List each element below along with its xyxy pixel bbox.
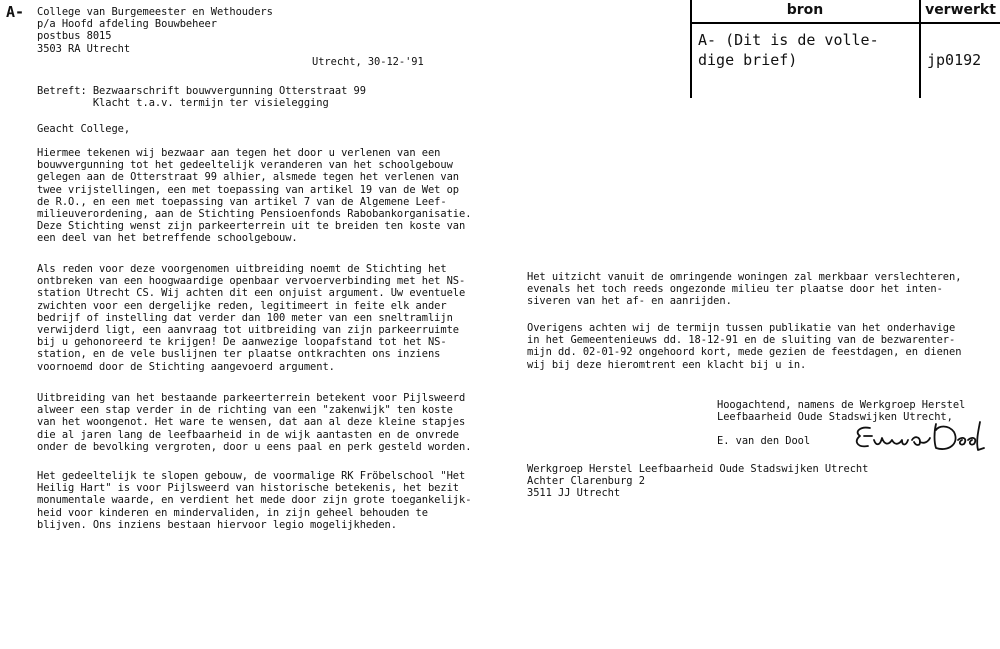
paragraph-objection: Hiermee tekenen wij bezwaar aan tegen het door u verlenen van een bouwvergunning tot het gedeeltelijk veranderen van het schoolgebouw gelegen aan de Otterstraat 99 alhier, alsmede tegen het verlenen van twee vrijstellingen, een met toepassing van artikel 19 van de Wet op de R.O., en een met toepassing van artikel 7 van de Algemene Leef- milieuverordening, aan de Stichting Pensioenfonds Rabobankorganisatie. Deze Stichting wenst zijn parkeerterrein uit te breiden ten koste van een deel van het betreffende schoolgebouw. (37, 147, 472, 245)
closing: Hoogachtend, namens de Werkgroep Herstel Leefbaarheid Oude Stadswijken Utrecht, (717, 399, 966, 424)
bron-header: bron (692, 0, 919, 24)
paragraph-view: Het uitzicht vanuit de omringende woningen zal merkbaar verslechteren, evenals het toch reeds ongezonde milieu ter plaatse door het inten- siveren van het af- en aanrijden. (527, 271, 962, 308)
paragraph-reason: Als reden voor deze voorgenomen uitbreiding noemt de Stichting het ontbreken van een hoogwaardige openbaar vervoerverbinding met het NS- station Utrecht CS. Wij achten dit een onjuist argument. Uw eventuele zwichten voor een dergelijke reden, legitimeert in feite elk ander bedrijf of instelling dat verder dan 100 meter van een sneltramlijn verwijderd ligt, een aanvraag tot uitbreiding van zijn parkeerruimte bij u gehonoreerd te krijgen! De aanwezige loopafstand tot het NS- station, en de vele buslijnen ter plaatse ontkrachten ons inziens voornoemd door de Stichting aangevoerd argument. (37, 263, 466, 373)
signer-name: E. van den Dool (717, 435, 811, 447)
paragraph-expansion: Uitbreiding van het bestaande parkeerterrein betekent voor Pijlsweerd alweer een stap verder in de richting van een "zakenwijk" ten koste van het woongenot. Het ware te wensen, dat aan al deze kleine stapjes die al jaren lang de leefbaarheid in de wijk aantasten en de onvrede onder de bevolking vergroten, door u eens paal en perk gesteld worden. (37, 392, 472, 453)
recipient-address: College van Burgemeester en Wethouders p/a Hoofd afdeling Bouwbeheer postbus 8015 3503 RA Utrecht (37, 6, 273, 55)
bron-value: A- (Dit is de volle- dige brief) (698, 31, 879, 69)
verwerkt-value: jp0192 (927, 51, 982, 69)
paragraph-building: Het gedeeltelijk te slopen gebouw, de voormalige RK Fröbelschool "Het Heilig Hart" is voor Pijlsweerd van historische betekenis, het bezit monumentale waarde, en verdient het mede door zijn grote toegankelijk- heid voor kinderen en mindervaliden, in zijn geheel behouden te blijven. Ons inziens bestaan hiervoor legio mogelijkheden. (37, 470, 472, 531)
handwritten-signature (850, 418, 986, 454)
sender-address: Werkgroep Herstel Leefbaarheid Oude Stadswijken Utrecht Achter Clarenburg 2 3511 JJ Utrecht (527, 463, 869, 500)
document-marker: A- (6, 3, 25, 21)
verwerkt-header: verwerkt (921, 0, 1000, 24)
letter-date: Utrecht, 30-12-'91 (312, 56, 424, 68)
paragraph-term: Overigens achten wij de termijn tussen publikatie van het onderhavige in het Gemeentenieuws dd. 18-12-91 en de sluiting van de bezwarenter- mijn dd. 02-01-92 ongehoord kort, mede gezien de feestdagen, en dienen wij bij deze hieromtrent een klacht bij u in. (527, 322, 962, 371)
source-box (690, 0, 1000, 98)
salutation: Geacht College, (37, 123, 131, 135)
subject: Betreft: Bezwaarschrift bouwvergunning Otterstraat 99 Klacht t.a.v. termijn ter visielegging (37, 85, 366, 110)
